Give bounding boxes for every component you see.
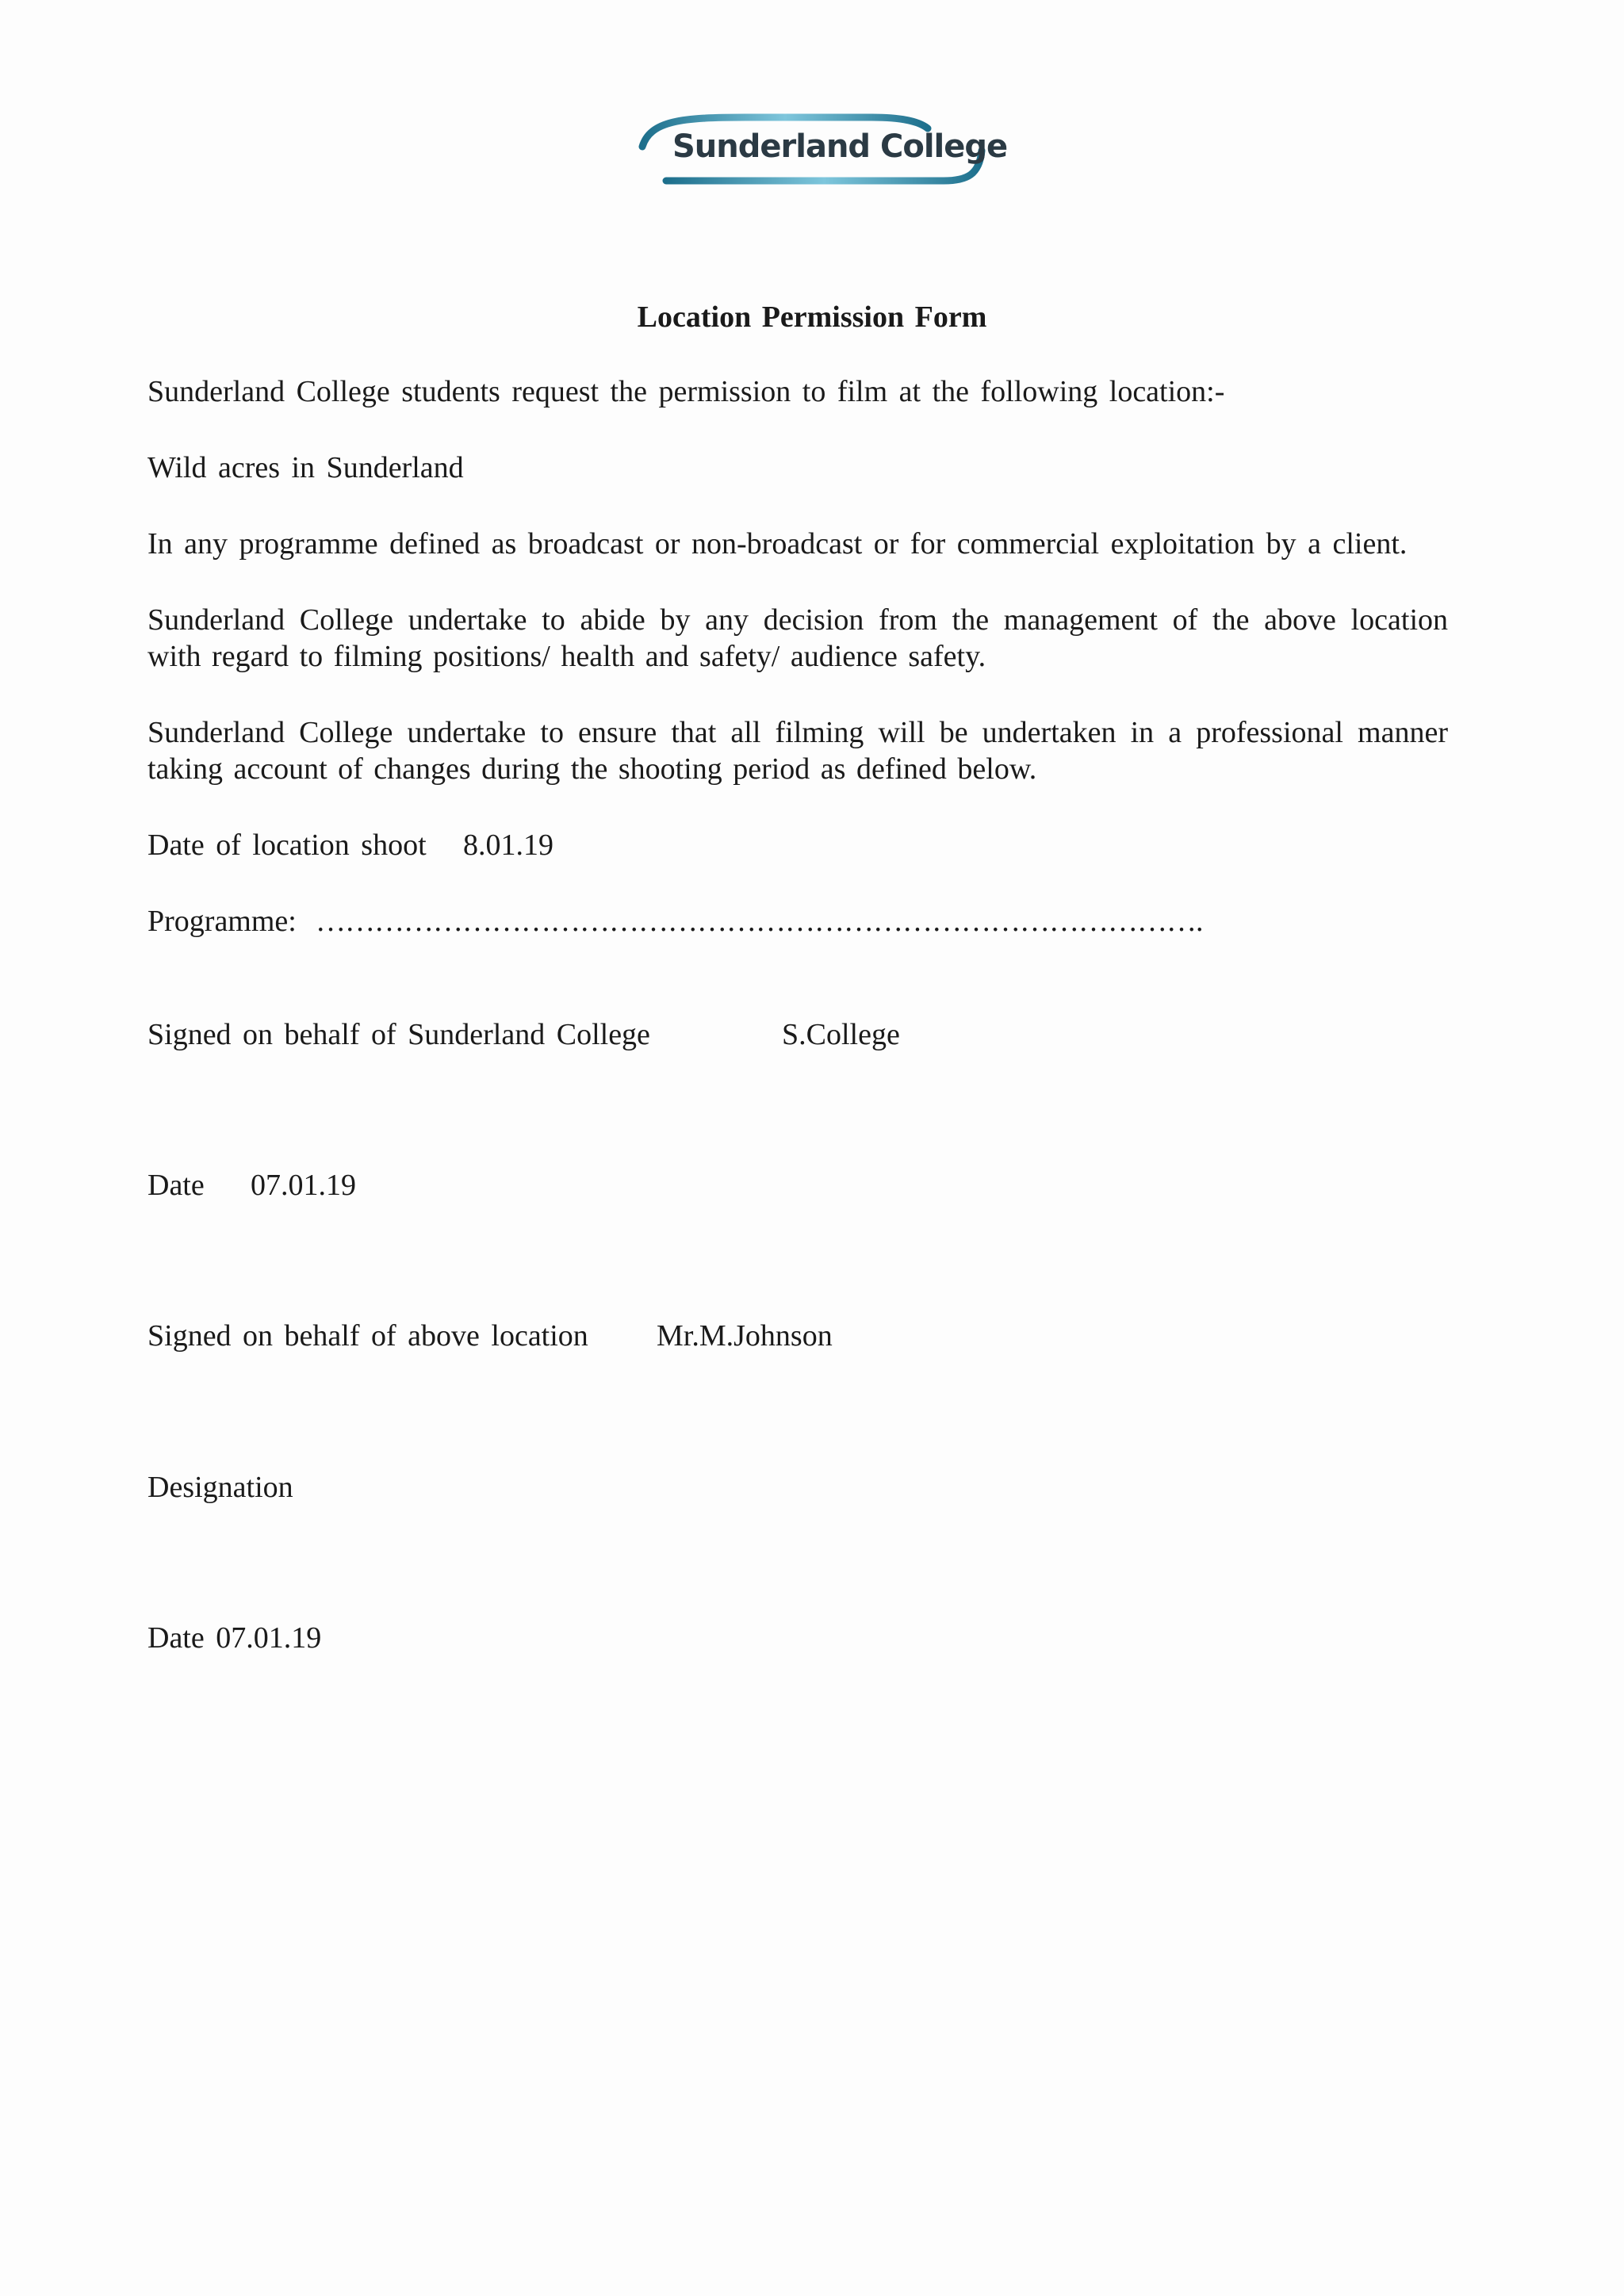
location-name: Wild acres in Sunderland xyxy=(147,451,464,484)
programme-scope: In any programme defined as broadcast or non-broadcast or for commercial exploitation by a client. xyxy=(147,527,1408,561)
final-date: Date 07.01.19 xyxy=(147,1621,322,1655)
undertake-professional-paragraph: Sunderland College undertake to ensure that all filming will be undertaken in a professional manner taking account of changes during the shooting period as defined below. xyxy=(147,716,1448,786)
designation-label: Designation xyxy=(147,1471,293,1504)
college-logo xyxy=(634,111,1008,190)
request-line: Sunderland College students request the permission to film at the following location:- xyxy=(147,375,1225,408)
programme-dotted-line: ………………………………………………………………………………. xyxy=(316,905,1203,938)
signed-college-label: Signed on behalf of Sunderland College xyxy=(147,1018,650,1051)
signed-college-value: S.College xyxy=(782,1018,900,1051)
signed-location-label: Signed on behalf of above location xyxy=(147,1319,588,1353)
programme-label: Programme: xyxy=(147,905,297,938)
shoot-date-label: Date of location shoot xyxy=(147,828,427,862)
signed-location-value: Mr.M.Johnson xyxy=(657,1319,833,1353)
form-title: Location Permission Form xyxy=(637,300,987,334)
date-label: Date xyxy=(147,1169,205,1202)
logo-wordmark: Sunderland College xyxy=(672,128,1008,165)
shoot-date-value: 8.01.19 xyxy=(463,828,553,862)
date-value: 07.01.19 xyxy=(251,1169,356,1202)
undertake-decision-paragraph: Sunderland College undertake to abide by any decision from the management of the above location with regard to filming positions/ health and safety/ audience safety. xyxy=(147,603,1448,673)
